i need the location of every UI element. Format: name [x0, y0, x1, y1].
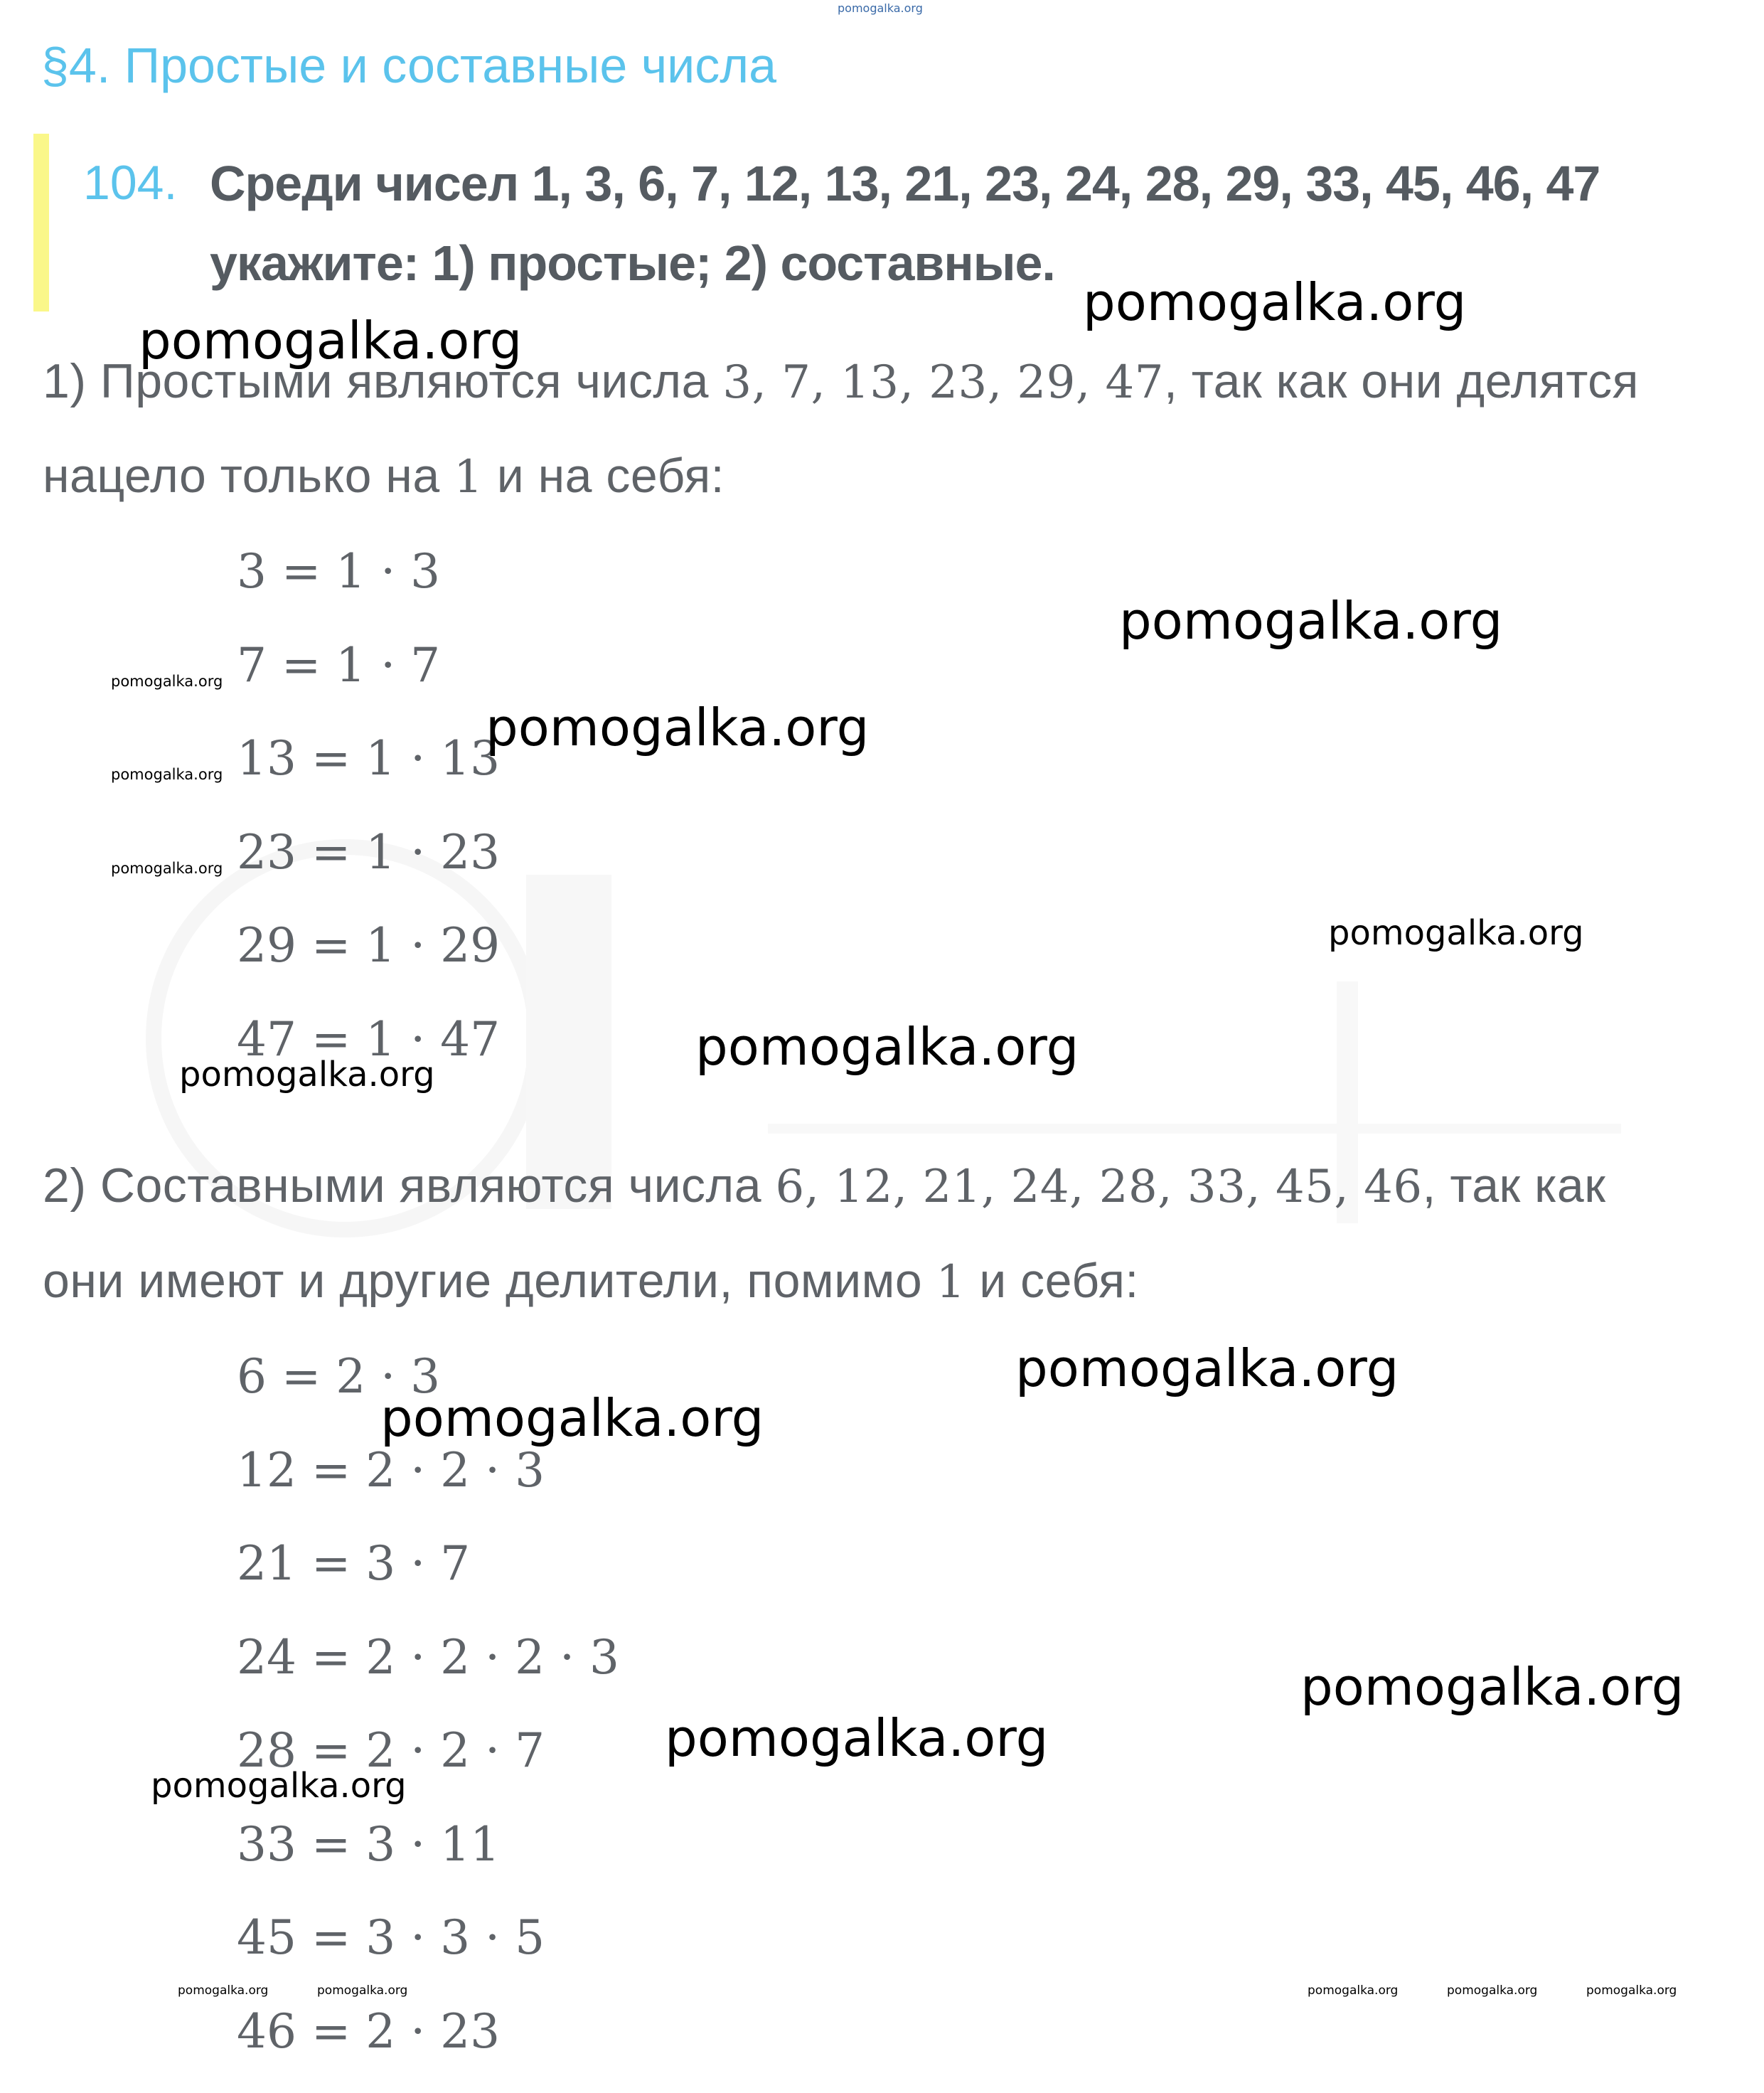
watermark: pomogalka.org — [1328, 913, 1584, 953]
watermark: pomogalka.org — [151, 1766, 407, 1806]
watermark: pomogalka.org — [111, 766, 223, 783]
equation: 24 = 2 · 2 · 2 · 3 — [237, 1630, 620, 1685]
watermark: pomogalka.org — [1300, 1657, 1684, 1717]
watermark: pomogalka.org — [179, 1055, 435, 1095]
text: 2) Составными являются числа — [43, 1159, 776, 1213]
equation: 13 = 1 · 13 — [237, 731, 501, 786]
watermark: pomogalka.org — [838, 1, 923, 15]
number-list: 6, 12, 21, 24, 28, 33, 45, 46 — [775, 1161, 1423, 1213]
watermark: pomogalka.org — [695, 1017, 1079, 1077]
text: они имеют и другие делители, помимо — [43, 1254, 936, 1308]
equation: 3 = 1 · 3 — [237, 544, 441, 599]
number-list: 3, 7, 13, 23, 29, 47 — [722, 356, 1164, 409]
watermark: pomogalka.org — [111, 673, 223, 690]
watermark: pomogalka.org — [1586, 1983, 1677, 1998]
watermark: pomogalka.org — [139, 311, 523, 371]
watermark: pomogalka.org — [1015, 1338, 1399, 1398]
equation: 29 = 1 · 29 — [237, 918, 501, 973]
text: , так как — [1422, 1159, 1606, 1213]
number: 1 — [454, 451, 483, 504]
watermark: pomogalka.org — [1119, 591, 1503, 651]
answer-part1-line2 — [43, 448, 725, 504]
task-number: 104. — [83, 156, 178, 210]
equation: 45 = 3 · 3 · 5 — [237, 1910, 545, 1965]
number: 1 — [936, 1256, 966, 1309]
section-title: §4. Простые и составные числа — [41, 38, 777, 93]
equation: 33 = 3 · 11 — [237, 1817, 501, 1872]
answer-part2-line2 — [43, 1253, 1139, 1309]
highlight-marker — [33, 134, 49, 311]
watermark: pomogalka.org — [486, 698, 870, 757]
equation: 6 = 2 · 3 — [237, 1349, 441, 1404]
text: и на себя: — [483, 449, 725, 503]
equation: 21 = 3 · 7 — [237, 1536, 471, 1591]
watermark: pomogalka.org — [665, 1708, 1049, 1768]
text: , так как они делятся — [1163, 354, 1639, 408]
equation: 7 = 1 · 7 — [237, 638, 441, 693]
watermark: pomogalka.org — [1308, 1983, 1399, 1998]
equation: 12 = 2 · 2 · 3 — [237, 1443, 545, 1498]
watermark: pomogalka.org — [1083, 272, 1467, 332]
task-text-line: укажите: 1) простые; 2) составные. — [210, 235, 1055, 291]
task-text-line: Среди чисел 1, 3, 6, 7, 12, 13, 21, 23, 24, 28, 29, 33, 45, 46, 47 — [210, 156, 1600, 211]
equation: 28 = 2 · 2 · 7 — [237, 1723, 545, 1778]
watermark: pomogalka.org — [1447, 1983, 1538, 1998]
equation: 46 = 2 · 23 — [237, 2004, 501, 2059]
background-ghost-shape — [768, 1124, 1621, 1134]
text: 1) Простыми являются числа — [43, 354, 723, 408]
text: и себя: — [965, 1254, 1139, 1308]
watermark: pomogalka.org — [111, 860, 223, 877]
equation: 23 = 1 · 23 — [237, 825, 501, 880]
text: нацело только на — [43, 449, 454, 503]
answer-part2-line1 — [43, 1158, 1606, 1213]
watermark: pomogalka.org — [380, 1388, 764, 1448]
watermark: pomogalka.org — [178, 1983, 269, 1998]
equation: 47 = 1 · 47 — [237, 1012, 501, 1067]
watermark: pomogalka.org — [317, 1983, 408, 1998]
